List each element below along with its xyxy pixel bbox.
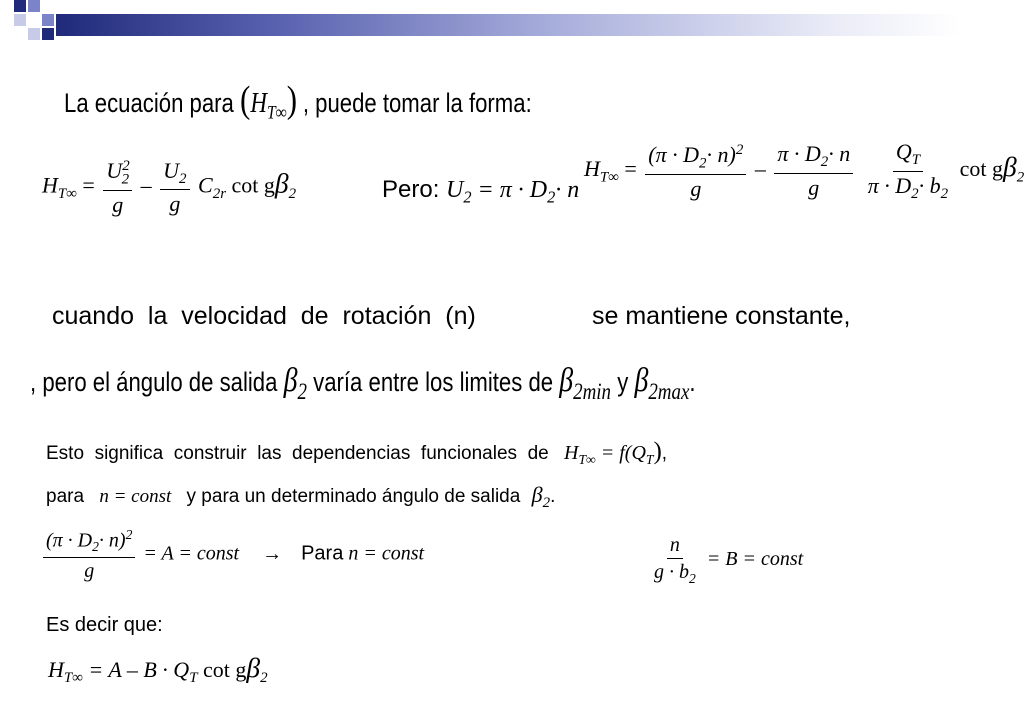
header-square-navy-2 xyxy=(42,28,54,40)
equation-head-loss-expanded: $H_{T\infty}$ = $\frac{(\pi \cdot D_2\cdot n)^2}{g}$ – $\frac{\pi \cdot D_2\cdot n}{g}$ $\frac{Q_T}{\pi \cdot D_2\cdot b_2}$ $\cot g\beta_2$ xyxy=(584,139,1024,202)
header-square-light xyxy=(14,14,26,26)
header-square-periwinkle xyxy=(28,0,40,12)
angle-line: , pero el ángulo de salida $\beta_2$ varía entre los limites de $\beta_{2min}$ y $\beta_{2max}$. xyxy=(30,362,696,406)
intro-text-before: La ecuación para xyxy=(64,88,234,118)
header-square-navy xyxy=(14,0,26,12)
equation-a-constant: $\frac{(\pi \cdot D_2\cdot n)^2}{g}$ = A = const → Para n = const xyxy=(40,528,424,582)
equation-b-constant: $\frac{n}{g \cdot b_2}$ = B = const xyxy=(654,534,804,586)
rotation-line-part-b: se mantiene constante, xyxy=(592,302,851,330)
es-decir-label: Es decir que: xyxy=(46,614,163,636)
rotation-line-part-a: cuando la velocidad de rotación (n) xyxy=(52,302,476,330)
header-square-periwinkle-2 xyxy=(42,14,54,26)
header-square-light-2 xyxy=(28,28,40,40)
equation-head-loss: $H_{T\infty}$ = $\frac{U^2_2}{g}$ – $\frac{U_2}{g}$ $C_{2r}$ $\cot g\beta_2$ xyxy=(42,157,297,217)
intro-text-after: , puede tomar la forma: xyxy=(302,88,532,118)
para-line: para n = const y para un determinado ángulo de salida $\beta_2$. xyxy=(46,482,556,512)
pero-velocity-definition: Pero: $U_2 = \pi \cdot D_2\cdot n$ xyxy=(382,176,580,207)
header-gradient-bar xyxy=(56,14,960,36)
intro-line xyxy=(64,78,634,125)
esto-line: Esto significa construir las dependencias funcionales de $H_{T\infty} = f(Q_T)$, xyxy=(46,438,668,467)
intro-formula-h: $(H_{T\infty})$ xyxy=(240,79,298,124)
equation-final: $H_{T\infty} = A - B \cdot Q_T$ $\cot g\beta_2$ xyxy=(48,652,268,687)
